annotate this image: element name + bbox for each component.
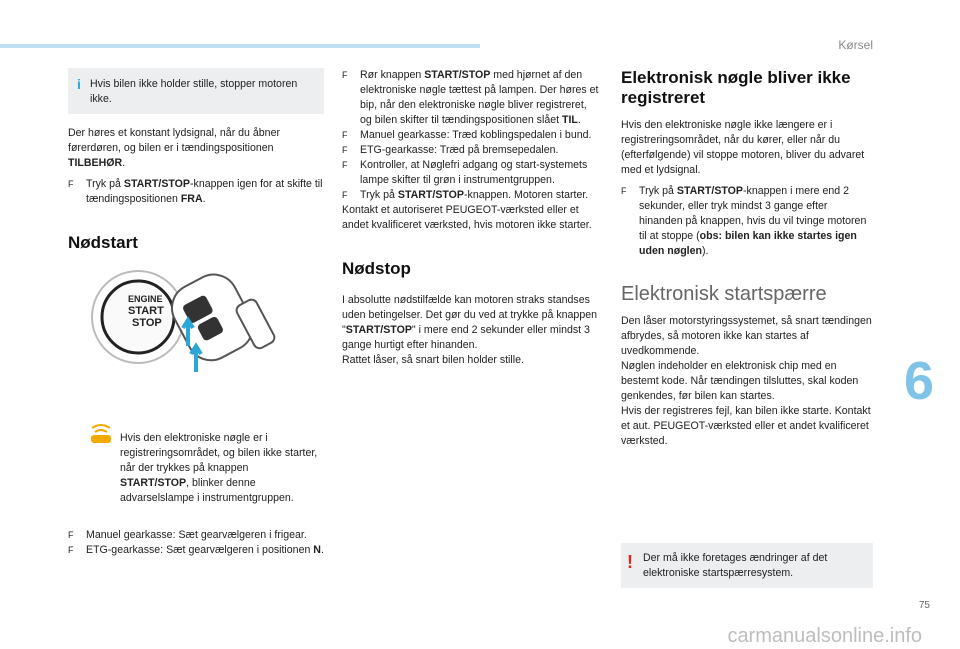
- warning-lamp-text: Hvis den elektroniske nøgle er i registreringsområdet, og bilen ikke starter, når der trykkes på knappen START/STOP, blinker denne advarselslampe i instrumentgruppen.: [120, 431, 318, 504]
- instruction-item: F Manuel gearkasse: Træd koblingspedalen i bund.: [342, 129, 592, 141]
- column-right: [621, 68, 873, 449]
- gear-instructions: [68, 528, 324, 558]
- instruction-item: F Tryk på START/STOP-knappen. Motoren starter.: [342, 189, 589, 201]
- paragraph: Kontakt et autoriseret PEUGEOT-værksted eller et andet kvalificeret værksted, hvis motoren ikke starter.: [342, 204, 592, 231]
- section-heading-key-not-detected: Elektronisk nøgle bliver ikke registreret: [621, 68, 851, 107]
- section-heading-immobiliser: Elektronisk startspærre: [621, 283, 827, 305]
- section-heading-nodstart: Nødstart: [68, 233, 138, 252]
- watermark: carmanualsonline.info: [727, 625, 922, 647]
- info-icon: i: [77, 76, 81, 92]
- button-text-line3: STOP: [132, 317, 162, 329]
- chapter-number: 6: [903, 351, 934, 411]
- instruction-item: F ETG-gearkasse: Sæt gearvælgeren i positionen N.: [68, 544, 324, 556]
- page-number: 75: [918, 600, 930, 611]
- section-title: Kørsel: [838, 38, 873, 52]
- arrow-icon: F: [342, 70, 348, 80]
- arrow-icon: F: [621, 186, 627, 196]
- instruction-item: F ETG-gearkasse: Træd på bremsepedalen.: [342, 144, 559, 156]
- alert-box: [621, 543, 873, 588]
- paragraph: I absolutte nødstilfælde kan motoren straks standses uden betingelser. Det gør du ved at trykke på knappen "START/STOP" i mere end 2 sekunder eller mindst 3 gange hurtigt efter hinanden.: [342, 294, 597, 351]
- paragraph: Hvis den elektroniske nøgle ikke længere er i registreringsområdet, når du kører, eller når du (efterfølgende) vil stoppe motoren, bliver du advaret med et lydsignal.: [621, 119, 865, 176]
- button-text-line2: START: [128, 305, 164, 317]
- arrow-icon: F: [68, 545, 74, 555]
- key-warning-lamp-icon: [88, 420, 114, 446]
- header-accent-bar: [0, 44, 480, 48]
- arrow-icon: F: [68, 530, 74, 540]
- key-start-button-illustration: [88, 262, 318, 392]
- button-text-line1: ENGINE: [128, 294, 163, 304]
- arrow-icon: F: [68, 179, 74, 189]
- info-box: [68, 68, 324, 114]
- instruction-item: F Manuel gearkasse: Sæt gearvælgeren i frigear.: [68, 529, 307, 541]
- instruction-item: F Tryk på START/STOP-knappen i mere end 2 sekunder, eller tryk mindst 3 gange efter hinanden på knappen, hvis du vil tvinge motoren til at stoppe (obs: bilen kan ikke startes igen uden nøglen).: [621, 185, 867, 257]
- column-middle: [342, 68, 600, 368]
- alert-text: Der må ikke foretages ændringer af det elektroniske startspærresystem.: [643, 552, 828, 579]
- arrow-icon: F: [342, 190, 348, 200]
- paragraph: Der høres et konstant lydsignal, når du åbner førerdøren, og bilen er i tændingspositionen TILBEHØR.: [68, 127, 280, 169]
- paragraph: Nøglen indeholder en elektronisk chip med en bestemt kode. Når tændingen tilsluttes, skal koden genkendes, før bilen kan startes.: [621, 360, 859, 402]
- arrow-icon: F: [342, 145, 348, 155]
- arrow-icon: F: [342, 130, 348, 140]
- info-text: Hvis bilen ikke holder stille, stopper motoren ikke.: [90, 78, 298, 105]
- instruction-item: F Rør knappen START/STOP med hjørnet af den elektroniske nøgle tættest på lampen. Der høres et bip, når den elektroniske nøgle bliver registreret, og bilen skifter til tændingspositionen slået TIL.: [342, 69, 599, 126]
- paragraph: Rattet låser, så snart bilen holder stille.: [342, 354, 524, 366]
- section-heading-nodstop: Nødstop: [342, 259, 411, 278]
- paragraph: Hvis der registreres fejl, kan bilen ikke starte. Kontakt et aut. PEUGEOT-værksted eller et andet kvalificeret værksted.: [621, 405, 871, 447]
- exclamation-icon: !: [627, 552, 633, 572]
- instruction-item: F Kontroller, at Nøglefri adgang og start-systemets lampe skifter til grøn i instrumentgruppen.: [342, 159, 588, 186]
- paragraph: Den låser motorstyringssystemet, så snart tændingen afbrydes, så motoren ikke kan startes af uvedkommende.: [621, 315, 872, 357]
- instruction-item: F Tryk på START/STOP-knappen igen for at skifte til tændingspositionen FRA.: [68, 178, 323, 205]
- column-left: [68, 68, 324, 253]
- arrow-icon: F: [342, 160, 348, 170]
